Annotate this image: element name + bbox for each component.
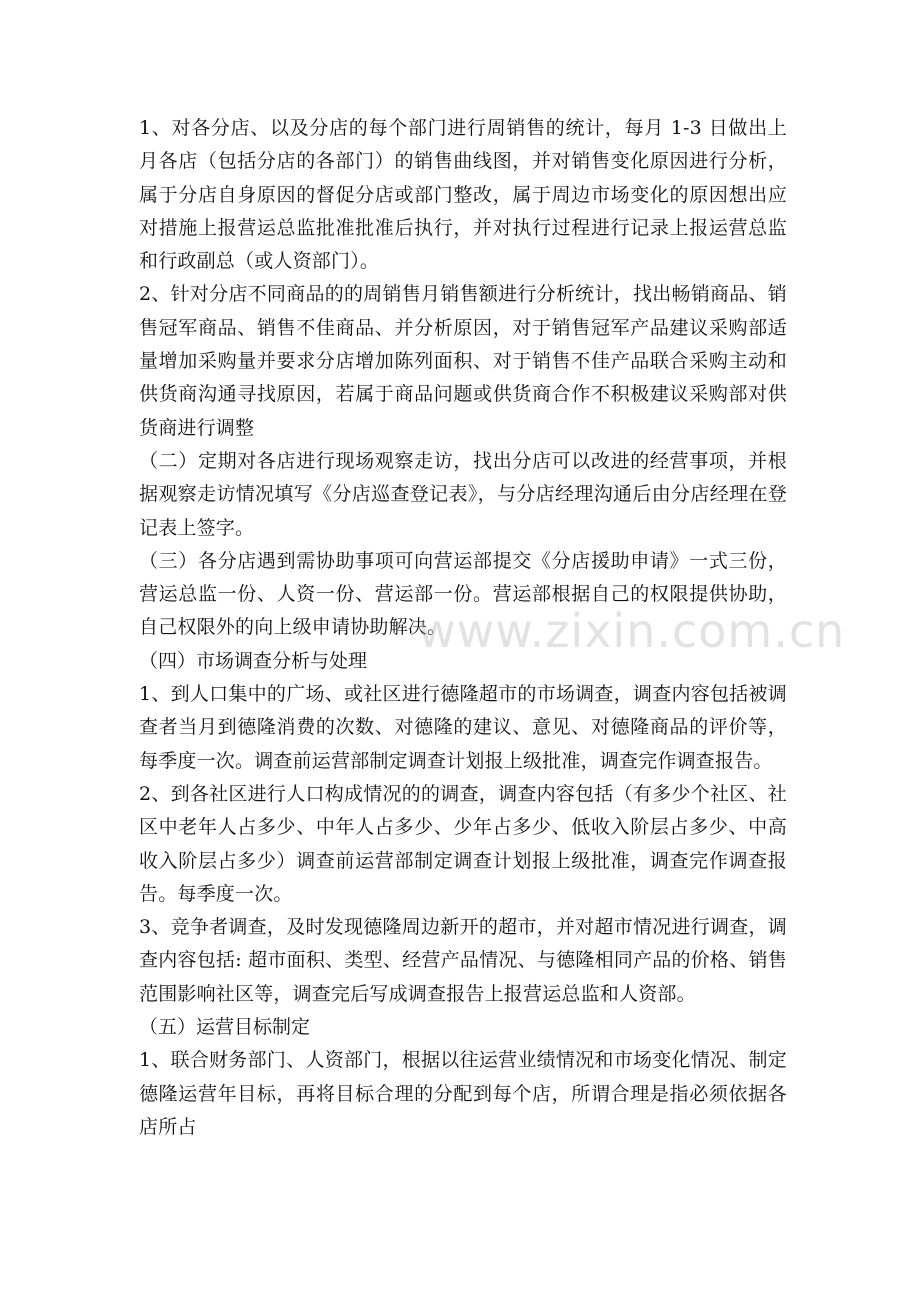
paragraph-population-survey: 2、到各社区进行人口构成情况的的调查，调查内容包括（有多少个社区、社区中老年人占多少、中年人占多少、少年占多少、低收入阶层占多少、中高收入阶层占多少）调查前运营部制定调查计划报上级批准，调查完作调查报告。每季度一次。 xyxy=(139,782,787,905)
section-heading-operating-targets: （五）运营目标制定 xyxy=(139,1016,311,1039)
paragraph-product-analysis: 2、针对分店不同商品的的周销售月销售额进行分析统计，找出畅销商品、销售冠军商品、销售不佳商品、并分析原因，对于销售冠军产品建议采购部适量增加采购量并要求分店增加陈列面积、对于销售不佳产品联合采购主动和供货商沟通寻找原因，若属于商品问题或供货商合作不积极建议采购部对供货商进行调整 xyxy=(139,283,787,439)
paragraph-store-inspection: （二）定期对各店进行现场观察走访，找出分店可以改进的经营事项，并根据观察走访情况填写《分店巡查登记表》，与分店经理沟通后由分店经理在登记表上签字。 xyxy=(139,449,787,539)
paragraph-annual-targets: 1、联合财务部门、人资部门，根据以往运营业绩情况和市场变化情况、制定德隆运营年目标，再将目标合理的分配到每个店，所谓合理是指必须依据各店所占 xyxy=(139,1049,787,1138)
paragraph-competitor-survey: 3、竞争者调查，及时发现德隆周边新开的超市，并对超市情况进行调查，调查内容包括: 超市面积、类型、经营产品情况、与德隆相同产品的价格、销售范围影响社区等，调查完后写成调查报告上报营运总监和人资部。 xyxy=(139,916,787,1005)
paragraph-store-assistance: （三）各分店遇到需协助事项可向营运部提交《分店援助申请》一式三份，营运总监一份、人资一份、营运部一份。营运部根据自己的权限提供协助，自己权限外的向上级申请协助解决。 xyxy=(139,549,787,639)
watermark-text: www.zixin.com.cn xyxy=(418,604,846,658)
section-heading-market-research: （四）市场调查分析与处理 xyxy=(139,649,368,672)
paragraph-market-survey: 1、到人口集中的广场、或社区进行德隆超市的市场调查，调查内容包括被调查者当月到德隆消费的次数、对德隆的建议、意见、对德隆商品的评价等，每季度一次。调查前运营部制定调查计划报上级批准，调查完作调查报告。 xyxy=(139,683,787,772)
document-body xyxy=(139,112,787,1144)
paragraph-sales-statistics: 1、对各分店、以及分店的每个部门进行周销售的统计，每月 1-3 日做出上月各店（包括分店的各部门）的销售曲线图，并对销售变化原因进行分析，属于分店自身原因的督促分店或部门整改，属于周边市场变化的原因想出应对措施上报营运总监批准批准后执行，并对执行过程进行记录上报运营总监和行政副总（或人资部门）。 xyxy=(139,117,787,273)
